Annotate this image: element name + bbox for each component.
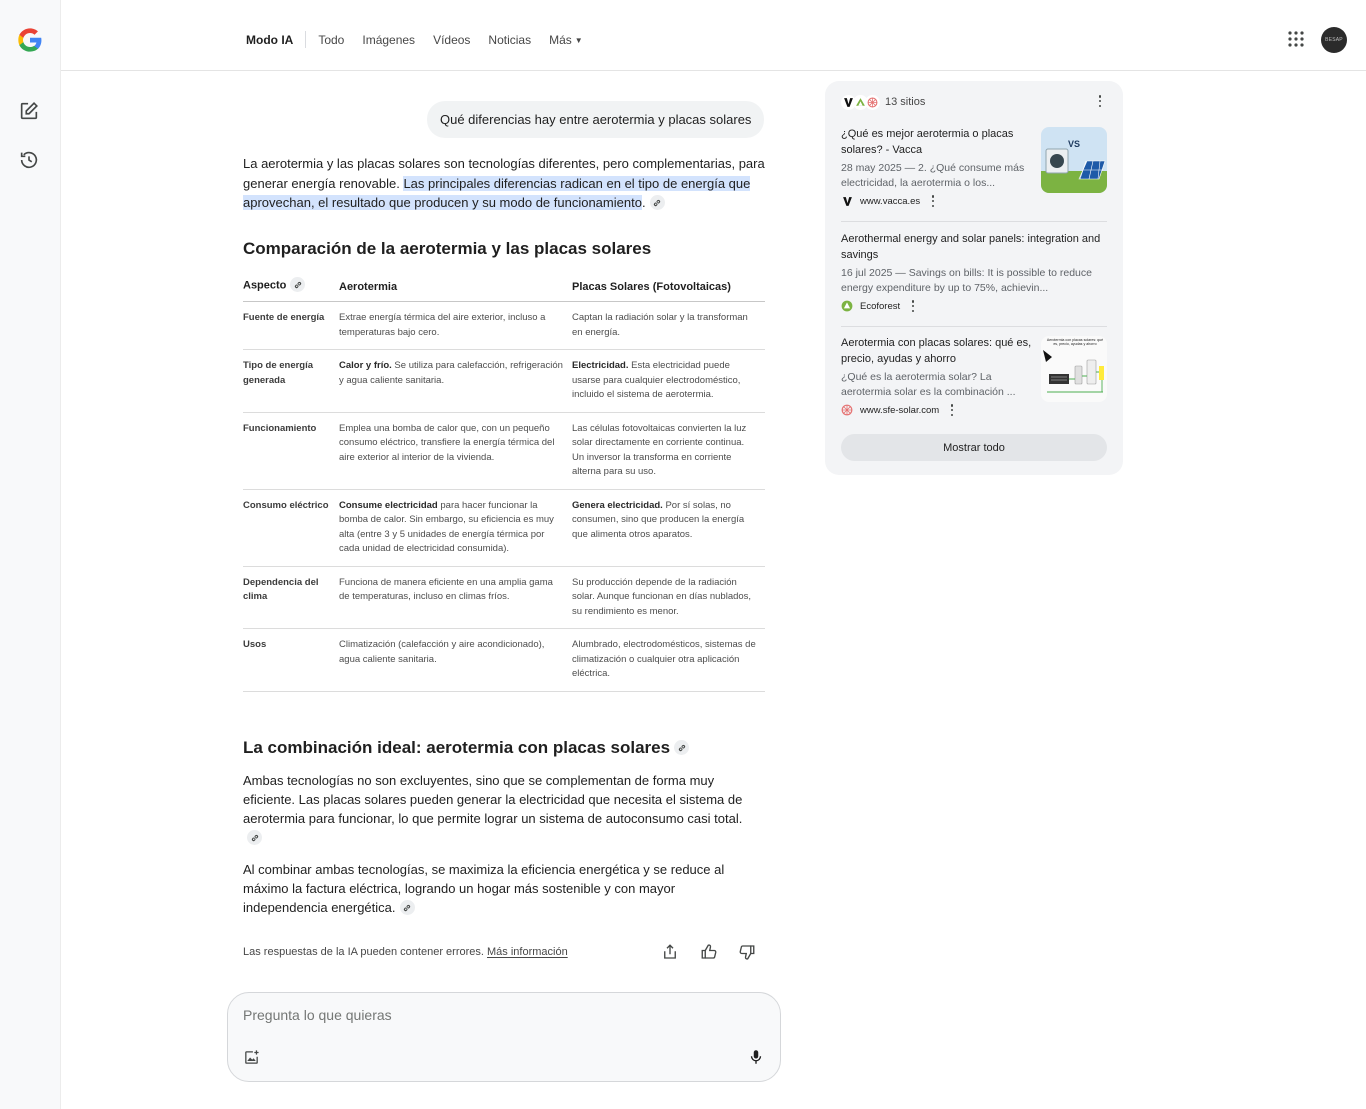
source-title[interactable]: ¿Qué es mejor aerotermia o placas solares? - Vacca: [841, 128, 1014, 156]
row-aerotermia-text: para hacer funcionar la bomba de calor. Sin embargo, su eficiencia es muy alta (entre 3 y 5 unidades de energía térmica por cada unidad de electricidad consumida).: [339, 499, 554, 554]
row-aerotermia: [339, 629, 572, 692]
tab-mas[interactable]: [549, 33, 583, 47]
source-snippet: 28 may 2025 — 2. ¿Qué consume más electricidad, la aerotermia o los...: [841, 162, 1025, 189]
google-logo-icon[interactable]: [16, 26, 44, 54]
row-solar-bold: Electricidad.: [572, 360, 629, 371]
vacca-thumbnail-text: VS: [1067, 139, 1081, 149]
source-site-name: www.vacca.es: [860, 195, 921, 207]
combination-paragraph-2: [243, 860, 753, 917]
source-site: [841, 404, 1107, 416]
col-aerotermia: Aerotermia: [339, 274, 572, 302]
row-solar: [572, 302, 765, 350]
row-aerotermia-bold: Calor y frío.: [339, 360, 392, 371]
sfe-favicon-icon: [865, 95, 880, 110]
row-aspect: Funcionamiento: [243, 412, 339, 489]
source-link-icon[interactable]: [247, 830, 262, 845]
comparison-heading: Comparación de la aerotermia y las placas solares: [243, 239, 652, 258]
row-aerotermia: [339, 302, 572, 350]
table-header-row: [243, 274, 765, 302]
row-aerotermia-bold: Consume electricidad: [339, 499, 438, 511]
row-aspect: Consumo eléctrico: [243, 489, 339, 566]
caret-down-icon: ▼: [574, 35, 583, 45]
source-link-icon[interactable]: [290, 277, 305, 292]
row-aerotermia-text: Extrae energía térmica del aire exterior, incluso a temperaturas bajo cero.: [339, 312, 546, 338]
row-solar-text: Su producción depende de la radiación solar. Aunque funcionan en días nublados, su rendimiento es menor.: [572, 576, 752, 617]
ai-disclaimer: [243, 946, 568, 958]
sfe-thumbnail-text: Aerotermia con placas solares: qué es, precio, ayudas y ahorro: [1046, 338, 1104, 347]
thumbs-down-icon[interactable]: [738, 943, 756, 961]
sources-header: [841, 93, 925, 111]
comparison-table: [243, 274, 765, 692]
source-link-icon[interactable]: [400, 900, 415, 915]
left-rail: [0, 0, 61, 1109]
source-divider: [841, 326, 1107, 327]
source-site-name: www.sfe-solar.com: [860, 404, 940, 416]
source-site: [841, 195, 1107, 207]
source-card[interactable]: [841, 232, 1107, 312]
row-aerotermia: [339, 412, 572, 489]
ask-input[interactable]: [243, 1007, 743, 1023]
tab-todo[interactable]: Todo: [318, 32, 345, 47]
row-solar: [572, 629, 765, 692]
row-aerotermia-text: Funciona de manera eficiente en una amplia gama de temperaturas, incluso en climas fríos.: [339, 576, 553, 602]
table-row: [243, 629, 765, 692]
intro-highlight: Las principales diferencias radican en el tipo de energía que aprovechan, el resultado que producen y su modo de funcionamiento: [243, 175, 751, 210]
row-aspect: Fuente de energía: [243, 302, 339, 350]
show-all-button[interactable]: Mostrar todo: [841, 434, 1107, 461]
table-row: [243, 412, 765, 489]
tab-noticias[interactable]: Noticias: [488, 32, 532, 47]
combination-p1-text: Ambas tecnologías no son excluyentes, sino que se complementan de forma muy eficiente. Las placas solares pueden generar la electricidad que necesita el sistema de aerotermia para funcionar, lo que permite lograr un sistema de autoconsumo casi total.: [243, 773, 743, 826]
microphone-icon[interactable]: [747, 1048, 765, 1066]
row-solar-text: Las células fotovoltaicas convierten la luz solar directamente en corriente continua. Un inversor la transforma en corriente alterna para su uso.: [572, 422, 747, 477]
disclaimer-text: Las respuestas de la IA pueden contener errores.: [243, 946, 484, 958]
table-row: [243, 566, 765, 629]
row-solar: [572, 412, 765, 489]
source-more-icon[interactable]: [911, 300, 915, 312]
table-row: [243, 350, 765, 413]
row-solar-text: Por sí solas, no consumen, sino que producen la energía que alimenta otros aparatos.: [572, 499, 745, 540]
tab-imagenes[interactable]: Imágenes: [362, 32, 416, 47]
search-tabs: [246, 31, 601, 48]
sfe-thumbnail: [1041, 336, 1107, 402]
source-card[interactable]: [841, 336, 1107, 416]
sources-more-icon[interactable]: [1098, 95, 1102, 107]
row-solar: [572, 350, 765, 413]
tab-modo-ia[interactable]: Modo IA: [246, 32, 294, 47]
source-title[interactable]: Aerotermia con placas solares: qué es, precio, ayudas y ahorro: [841, 337, 1032, 365]
combination-paragraph-1: [243, 771, 753, 847]
tab-videos[interactable]: Vídeos: [433, 32, 471, 47]
row-aerotermia: [339, 566, 572, 629]
vacca-thumbnail: [1041, 127, 1107, 193]
add-image-icon[interactable]: [243, 1049, 260, 1066]
row-aerotermia-text: Climatización (calefacción y aire acondicionado), agua caliente sanitaria.: [339, 639, 545, 665]
row-solar-bold: Genera electricidad.: [572, 499, 663, 511]
row-aspect: Usos: [243, 629, 339, 692]
sfe-favicon-icon: [841, 404, 853, 416]
thumbs-up-icon[interactable]: [700, 943, 718, 961]
col-aspecto-label: Aspecto: [243, 279, 287, 292]
user-query-bubble: Qué diferencias hay entre aerotermia y placas solares: [427, 101, 764, 138]
combination-p2-text: Al combinar ambas tecnologías, se maximiza la eficiencia energética y se reduce al máximo la factura eléctrica, logrando un hogar más sostenible y con mayor independencia energética.: [243, 862, 725, 915]
source-link-icon[interactable]: [674, 740, 689, 755]
edit-square-icon[interactable]: [18, 100, 40, 122]
row-solar-text: Alumbrado, electrodomésticos, sistemas de climatización o cualquier otra aplicación eléctrica.: [572, 639, 756, 679]
row-solar: [572, 489, 765, 566]
history-icon[interactable]: [18, 149, 40, 171]
ask-composer: [227, 992, 781, 1082]
col-aspecto: [243, 274, 339, 302]
ecoforest-favicon-icon: [841, 300, 853, 312]
source-site-name: Ecoforest: [860, 300, 901, 312]
source-more-icon[interactable]: [950, 404, 954, 416]
intro-end: .: [641, 195, 646, 210]
row-aerotermia: [339, 350, 572, 413]
combination-heading-text: La combinación ideal: aerotermia con placas solares: [243, 738, 671, 757]
row-aerotermia-text: Se utiliza para calefacción, refrigeración y agua caliente sanitaria.: [339, 360, 563, 386]
intro-text: La aerotermia y las placas solares son tecnologías diferentes, pero complementarias, para generar energía renovable.: [243, 156, 765, 191]
source-title[interactable]: Aerothermal energy and solar panels: integration and savings: [841, 233, 1101, 261]
sources-count[interactable]: 13 sitios: [885, 96, 926, 108]
source-divider: [841, 221, 1107, 222]
row-aerotermia-text: Emplea una bomba de calor que, con un pequeño consumo eléctrico, transfiere la energía térmica del aire exterior al interior de la vivienda.: [339, 422, 555, 463]
source-site: [841, 300, 1107, 312]
row-solar-text: Captan la radiación solar y la transforman en energía.: [572, 312, 748, 338]
row-aspect: Dependencia del clima: [243, 566, 339, 629]
more-info-link[interactable]: Más información: [487, 946, 568, 958]
source-snippet: ¿Qué es la aerotermia solar? La aerotermia solar es la combinación ...: [841, 371, 1016, 398]
source-more-icon[interactable]: [931, 195, 935, 207]
avatar[interactable]: BESAP: [1321, 27, 1347, 53]
combination-heading: [243, 738, 689, 758]
tab-mas-label: Más: [549, 32, 572, 47]
source-snippet: 16 jul 2025 — Savings on bills: It is possible to reduce energy expenditure by up to 75%, achievin...: [841, 267, 1092, 294]
intro-paragraph: [243, 154, 765, 213]
tab-divider: [305, 31, 306, 48]
row-solar: [572, 566, 765, 629]
table-row: [243, 302, 765, 350]
sources-panel: [825, 81, 1123, 475]
apps-grid-icon[interactable]: [1287, 30, 1305, 48]
row-aspect: Tipo de energía generada: [243, 350, 339, 413]
table-row: [243, 489, 765, 566]
share-icon[interactable]: [661, 943, 679, 961]
source-link-icon[interactable]: [650, 195, 665, 210]
vacca-favicon-icon: [841, 195, 853, 207]
row-aerotermia: [339, 489, 572, 566]
row-solar-text: Esta electricidad puede usarse para cualquier electrodoméstico, incluido el sistema de aerotermia.: [572, 360, 741, 400]
top-header: [61, 0, 1366, 71]
col-placas-solares: Placas Solares (Fotovoltaicas): [572, 274, 765, 302]
source-card[interactable]: [841, 127, 1107, 207]
